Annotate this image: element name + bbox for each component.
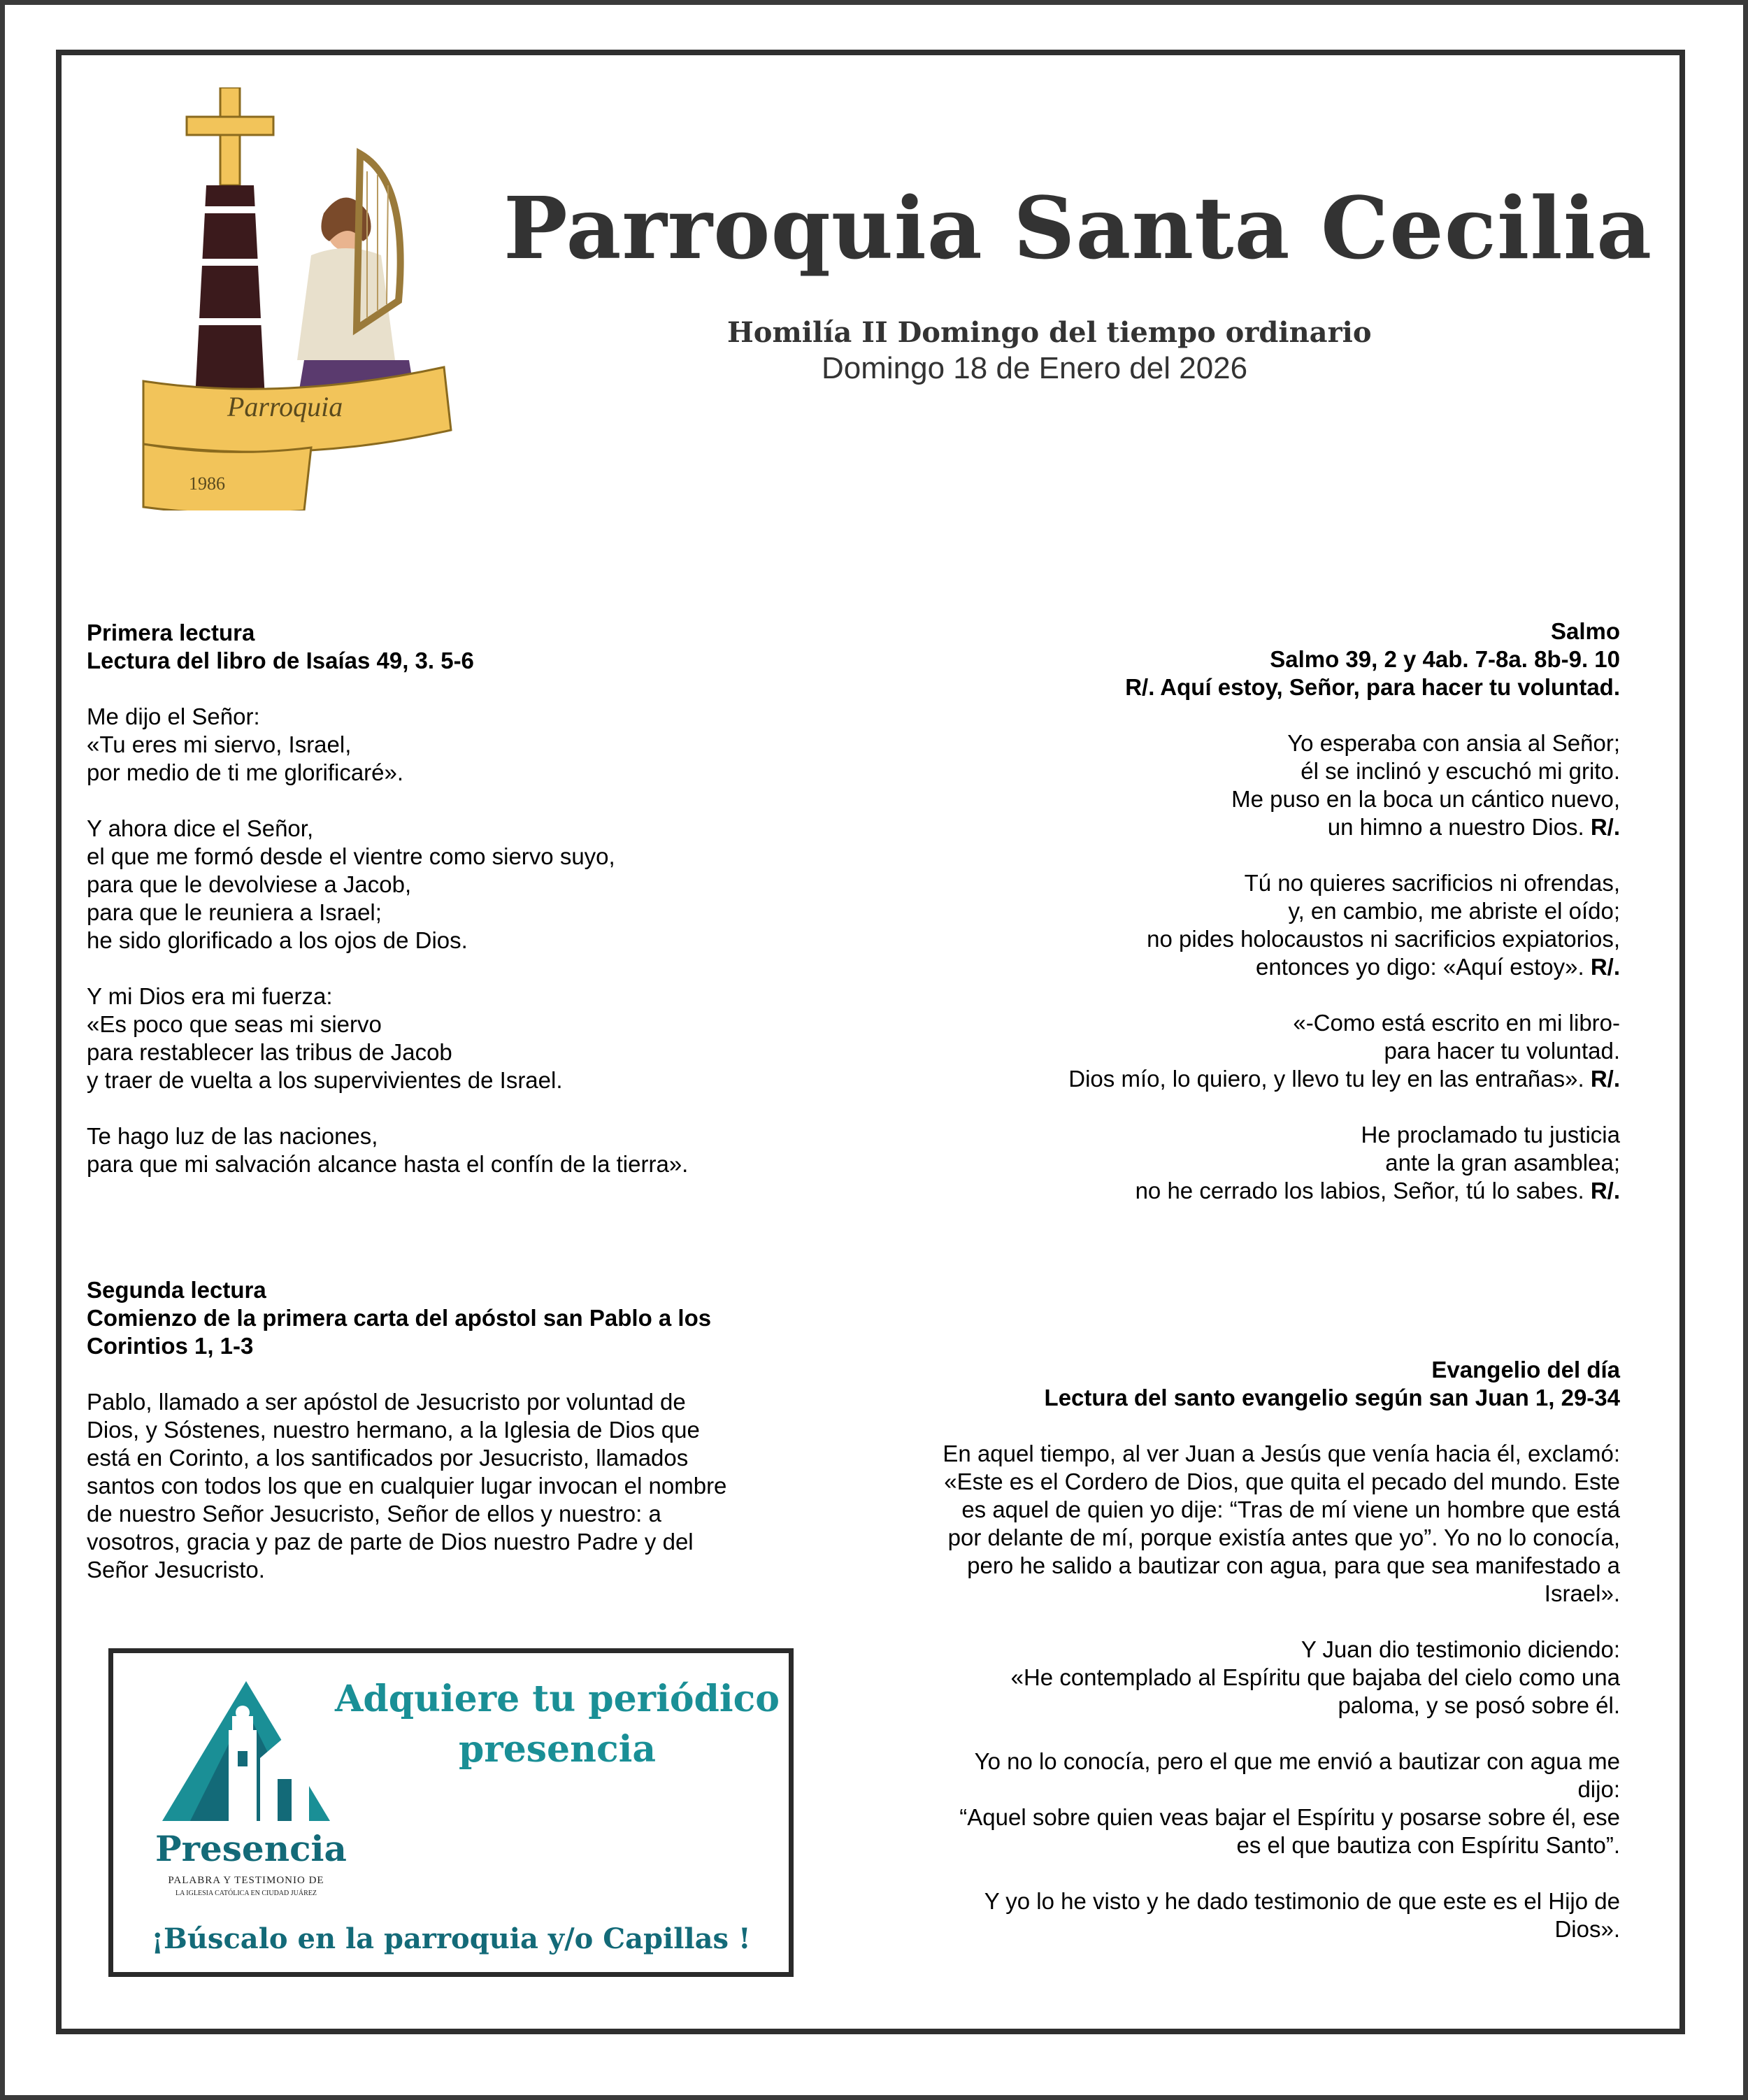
text-line: pero he salido a bautizar con agua, para que sea manifestado a — [967, 1552, 1620, 1578]
psalm-stanza — [851, 1121, 1620, 1205]
verse-line: él se inclinó y escuchó mi grito. — [1301, 758, 1620, 784]
gospel-paragraph — [851, 1440, 1620, 1608]
verse-line: y, en cambio, me abriste el oído; — [1288, 898, 1620, 924]
second-reading-text — [87, 1388, 800, 1584]
verse-line: para que le devolviese a Jacob, — [87, 871, 412, 897]
text-line: es el que bautiza con Espíritu Santo”. — [1236, 1832, 1620, 1858]
logo-year: 1986 — [189, 473, 225, 494]
psalm-stanza — [851, 729, 1620, 841]
text-line: Y Juan dio testimonio diciendo: — [1301, 1636, 1620, 1662]
verse-line — [851, 813, 1620, 841]
verse-text: entonces yo digo: «Aquí estoy». — [1256, 954, 1584, 980]
first-reading-stanza — [87, 1122, 800, 1178]
text-line: de nuestro Señor Jesucristo, Señor de ellos y nuestro: a — [87, 1501, 661, 1527]
text-line: Señor Jesucristo. — [87, 1557, 265, 1583]
verse-text: no he cerrado los labios, Señor, tú lo sabes. — [1135, 1178, 1584, 1203]
text-line: está en Corinto, a los santificados por Jesucristo, llamados — [87, 1445, 689, 1471]
text-line: santos con todos los que en cualquier lugar invocan el nombre — [87, 1473, 727, 1499]
verse-line: Me dijo el Señor: — [87, 703, 260, 729]
first-reading-stanza — [87, 703, 800, 787]
psalm-stanza — [851, 1009, 1620, 1093]
verse-line — [851, 953, 1620, 981]
psalm — [851, 617, 1620, 1233]
first-reading-stanza — [87, 815, 800, 955]
gospel-reference: Lectura del santo evangelio según san Juan 1, 29-34 — [1044, 1385, 1620, 1410]
presencia-church-logo — [162, 1681, 330, 1842]
page-title: Parroquia Santa Cecilia — [503, 178, 1653, 278]
psalm-reference: Salmo 39, 2 y 4ab. 7-8a. 8b-9. 10 — [1270, 646, 1620, 672]
text-line: En aquel tiempo, al ver Juan a Jesús que venía hacia él, exclamó: — [943, 1441, 1620, 1466]
verse-line: para que mi salvación alcance hasta el confín de la tierra». — [87, 1151, 689, 1177]
response-mark: R/. — [1590, 1066, 1620, 1092]
first-reading-heading: Primera lectura — [87, 620, 255, 645]
psalm-response: R/. Aquí estoy, Señor, para hacer tu voluntad. — [1125, 674, 1620, 700]
verse-line: «Tu eres mi siervo, Israel, — [87, 731, 352, 757]
logo-banner-text: Parroquia — [227, 391, 343, 422]
parish-logo — [136, 87, 472, 510]
verse-line: por medio de ti me glorificaré». — [87, 759, 404, 785]
second-reading-reference: Corintios 1, 1-3 — [87, 1333, 254, 1359]
gospel-heading: Evangelio del día — [1431, 1357, 1620, 1383]
text-line: es aquel de quien yo dije: “Tras de mí viene un hombre que está — [961, 1497, 1620, 1522]
text-line: Pablo, llamado a ser apóstol de Jesucristo por voluntad de — [87, 1389, 686, 1415]
verse-text: un himno a nuestro Dios. — [1327, 814, 1584, 840]
psalm-heading: Salmo — [1550, 618, 1620, 644]
promo-headline-line: presencia — [458, 1728, 657, 1771]
text-line: Dios». — [1554, 1916, 1620, 1942]
presencia-promo — [108, 1648, 794, 1977]
verse-line: «Es poco que seas mi siervo — [87, 1011, 382, 1037]
verse-line: Me puso en la boca un cántico nuevo, — [1231, 786, 1620, 812]
first-reading — [87, 619, 800, 1206]
presencia-tagline-2: LA IGLESIA CATÓLICA EN CIUDAD JUÁREZ — [175, 1890, 317, 1897]
gospel-paragraph — [851, 1748, 1620, 1859]
verse-line: Te hago luz de las naciones, — [87, 1123, 378, 1149]
verse-line: para que le reuniera a Israel; — [87, 899, 382, 925]
verse-line: Y ahora dice el Señor, — [87, 815, 314, 841]
verse-line — [851, 1065, 1620, 1093]
first-reading-stanza — [87, 983, 800, 1094]
text-line: Dios, y Sóstenes, nuestro hermano, a la Iglesia de Dios que — [87, 1417, 700, 1443]
response-mark: R/. — [1590, 814, 1620, 840]
text-line: «Este es el Cordero de Dios, que quita el pecado del mundo. Este — [944, 1469, 1620, 1494]
gospel-paragraph — [851, 1887, 1620, 1943]
response-mark: R/. — [1590, 1178, 1620, 1203]
psalm-stanza — [851, 869, 1620, 981]
promo-headline — [330, 1674, 785, 1775]
text-line: paloma, y se posó sobre él. — [1338, 1692, 1620, 1718]
verse-line: He proclamado tu justicia — [1361, 1122, 1620, 1148]
verse-line: he sido glorificado a los ojos de Dios. — [87, 927, 468, 953]
gospel-paragraph — [851, 1636, 1620, 1720]
presencia-brand: Presencia — [155, 1828, 347, 1869]
verse-line: Yo esperaba con ansia al Señor; — [1287, 730, 1620, 756]
verse-line: ante la gran asamblea; — [1385, 1150, 1620, 1176]
text-line: Yo no lo conocía, pero el que me envió a bautizar con agua me — [974, 1748, 1620, 1774]
verse-line: para restablecer las tribus de Jacob — [87, 1039, 452, 1065]
homily-date: Domingo 18 de Enero del 2026 — [822, 351, 1248, 385]
gospel — [851, 1356, 1620, 1971]
text-line: por delante de mí, porque existía antes que yo”. Yo no lo conocía, — [947, 1524, 1620, 1550]
verse-line — [851, 1177, 1620, 1205]
second-reading — [87, 1276, 800, 1612]
verse-line: y traer de vuelta a los supervivientes de Israel. — [87, 1067, 563, 1093]
text-line: Israel». — [1544, 1580, 1620, 1606]
verse-line: para hacer tu voluntad. — [1384, 1038, 1620, 1064]
presencia-tagline: PALABRA Y TESTIMONIO DE — [168, 1875, 324, 1886]
verse-line: «-Como está escrito en mi libro- — [1293, 1010, 1620, 1036]
promo-headline-line: Adquiere tu periódico — [335, 1678, 780, 1720]
verse-line: no pides holocaustos ni sacrificios expiatorios, — [1147, 926, 1620, 952]
verse-line: Tú no quieres sacrificios ni ofrendas, — [1244, 870, 1620, 896]
second-reading-heading: Segunda lectura — [87, 1277, 266, 1303]
text-line: “Aquel sobre quien veas bajar el Espíritu y posarse sobre él, ese — [959, 1804, 1620, 1830]
promo-call-to-action: ¡Búscalo en la parroquia y/o Capillas ! — [151, 1922, 751, 1955]
text-line: dijo: — [1577, 1776, 1620, 1802]
second-reading-reference: Comienzo de la primera carta del apóstol san Pablo a los — [87, 1305, 712, 1331]
text-line: vosotros, gracia y paz de parte de Dios nuestro Padre y del — [87, 1529, 694, 1555]
verse-line: el que me formó desde el vientre como siervo suyo, — [87, 843, 615, 869]
first-reading-reference: Lectura del libro de Isaías 49, 3. 5-6 — [87, 648, 474, 673]
text-line: «He contemplado al Espíritu que bajaba del cielo como una — [1010, 1664, 1620, 1690]
verse-text: Dios mío, lo quiero, y llevo tu ley en las entrañas». — [1068, 1066, 1584, 1092]
verse-line: Y mi Dios era mi fuerza: — [87, 983, 333, 1009]
text-line: Y yo lo he visto y he dado testimonio de que este es el Hijo de — [984, 1888, 1620, 1914]
homily-subtitle: Homilía II Domingo del tiempo ordinario — [727, 316, 1372, 349]
response-mark: R/. — [1590, 954, 1620, 980]
